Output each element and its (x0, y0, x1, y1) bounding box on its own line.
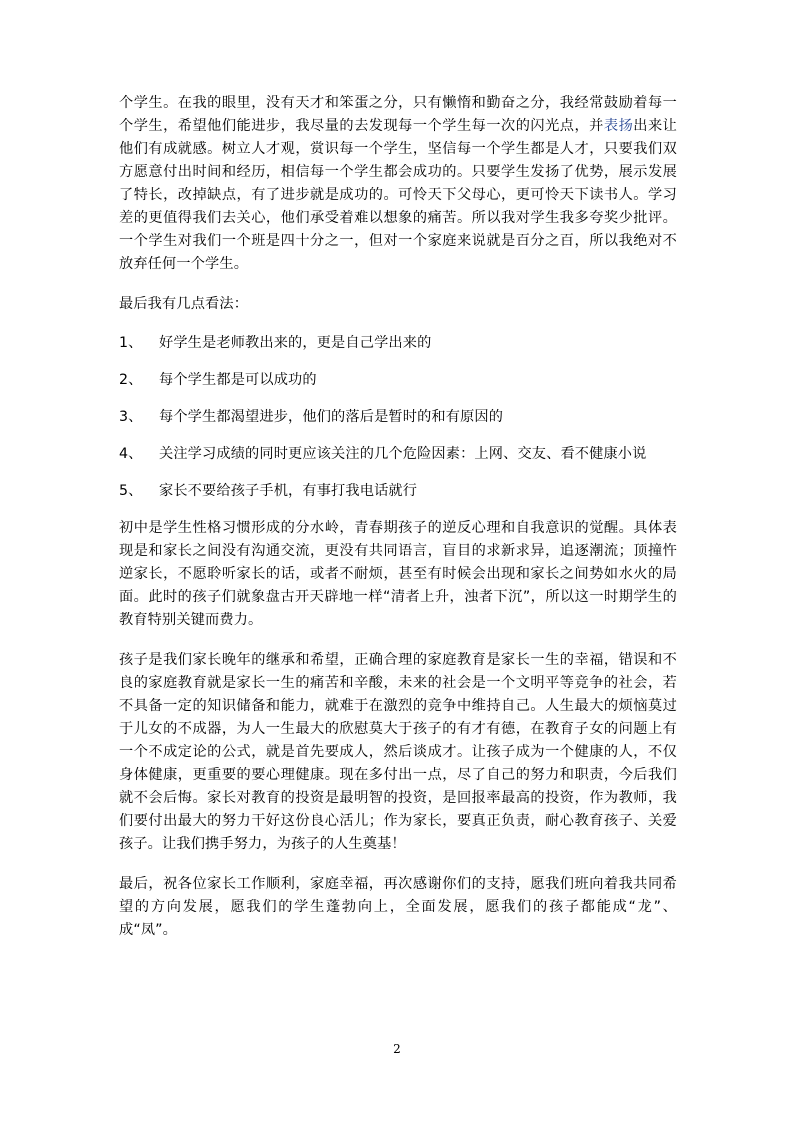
list-item (119, 480, 677, 503)
list-item-number: 1、 (119, 335, 143, 351)
list-item-number: 4、 (119, 446, 143, 462)
paragraph-students (119, 92, 677, 276)
paragraph-closing: 最后，祝各位家长工作顺利，家庭幸福，再次感谢你们的支持，愿我们班向着我共同希望的方向发展，愿我们的学生蓬勃向上，全面发展，愿我们的孩子都能成“龙”、成“凤”。 (119, 876, 677, 938)
paragraph-family-education: 孩子是我们家长晚年的继承和希望，正确合理的家庭教育是家长一生的幸福，错误和不良的家庭教育就是家长一生的痛苦和辛酸，未来的社会是一个文明平等竞争的社会，若不具备一定的知识储备和能力，就难于在激烈的竞争中维持自己。人生最大的烦恼莫过于儿女的不成器，为人一生最大的欣慰莫大于孩子的有才有德，在教育子女的问题上有一个不成定论的公式，就是首先要成人，然后谈成才。让孩子成为一个健康的人，不仅身体健康，更重要的要心理健康。现在多付出一点，尽了自己的努力和职责，今后我们就不会后悔。家长对教育的投资是最明智的投资，是回报率最高的投资，作为教师，我们要付出最大的努力干好这份良心活儿；作为家长，要真正负责，耐心教育孩子、关爱孩子。让我们携手努力，为孩子的人生奠基！ (119, 652, 677, 852)
list-item-text: 每个学生都渴望进步，他们的落后是暂时的和有原因的 (159, 409, 504, 425)
list-item (119, 332, 677, 355)
list-item (119, 369, 677, 392)
list-item (119, 443, 677, 466)
list-item-text: 每个学生都是可以成功的 (159, 372, 317, 388)
list-item-text: 关注学习成绩的同时更应该关注的几个危险因素：上网、交友、看不健康小说 (159, 446, 647, 462)
document-body (119, 92, 677, 942)
list-item (119, 406, 677, 429)
paragraph-students-text-end: 出来让他们有成就感。树立人才观，赏识每一个学生，坚信每一个学生都是人才，只要我们双方愿意付出时间和经历，相信每一个学生都会成功的。只要学生发扬了优势，展示发展了特长，改掉缺点，有了进步就是成功的。可怜天下父母心，更可怜天下读书人。学习差的更值得我们去关心，他们承受着难以想象的痛苦。所以我对学生我多夸奖少批评。一个学生对我们一个班是四十分之一，但对一个家庭来说就是百分之百，所以我绝对不放弃任何一个学生。 (119, 118, 677, 272)
list-item-text: 家长不要给孩子手机，有事打我电话就行 (159, 483, 418, 499)
list-item-text: 好学生是老师教出来的，更是自己学出来的 (159, 335, 432, 351)
praise-link[interactable]: 表扬 (603, 118, 634, 134)
page-number: 2 (393, 1042, 401, 1056)
list-heading: 最后我有几点看法： (119, 296, 249, 312)
paragraph-adolescence: 初中是学生性格习惯形成的分水岭，青春期孩子的逆反心理和自我意识的觉醒。具体表现是和家长之间没有沟通交流，更没有共同语言，盲目的求新求异，追逐潮流；顶撞忤逆家长，不愿聆听家长的话，或者不耐烦，甚至有时候会出现和家长之间势如水火的局面。此时的孩子们就象盘古开天辟地一样“清者上升，浊者下沉”，所以这一时期学生的教育特别关键而费力。 (119, 520, 677, 628)
list-item-number: 5、 (119, 483, 143, 499)
paragraph-students-text-start: 个学生。在我的眼里，没有天才和笨蛋之分，只有懒惰和勤奋之分，我经常鼓励着每一个学生，希望他们能进步，我尽量的去发现每一个学生每一次的闪光点，并 (119, 95, 677, 134)
list-item-number: 3、 (119, 409, 143, 425)
list-item-number: 2、 (119, 372, 143, 388)
